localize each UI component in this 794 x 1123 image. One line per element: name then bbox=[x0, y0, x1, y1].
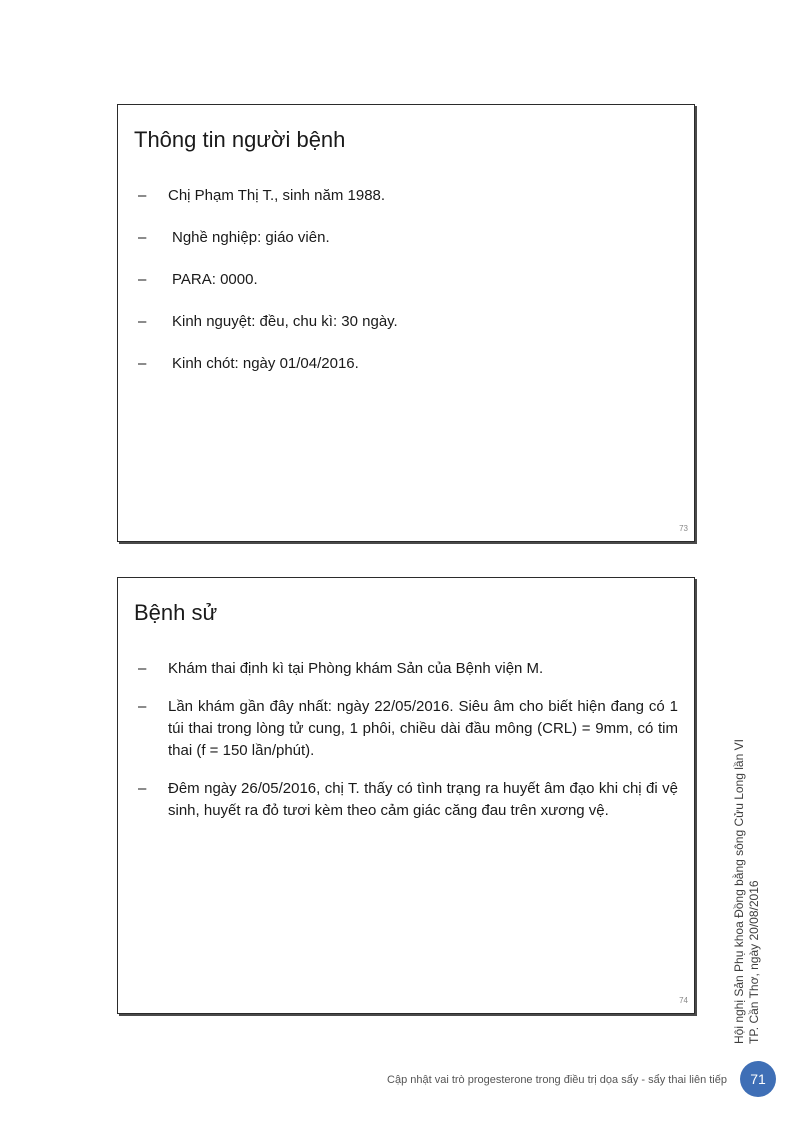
bullet-dash: – bbox=[138, 780, 147, 797]
bullet-text: Kinh nguyệt: đều, chu kì: 30 ngày. bbox=[172, 313, 398, 330]
page-number-badge: 71 bbox=[740, 1061, 776, 1097]
conference-sidebar bbox=[732, 739, 762, 1044]
list-item bbox=[134, 778, 678, 822]
bullet-text: Kinh chót: ngày 01/04/2016. bbox=[172, 355, 359, 372]
footer-title: Cập nhật vai trò progesterone trong điều trị dọa sẩy - sẩy thai liên tiếp bbox=[387, 1074, 727, 1086]
slide-patient-info bbox=[117, 104, 695, 542]
list-item bbox=[134, 696, 678, 762]
bullet-dash: – bbox=[138, 271, 147, 288]
bullet-dash: – bbox=[138, 698, 147, 715]
list-item bbox=[134, 658, 678, 680]
list-item bbox=[134, 269, 678, 291]
conference-location-date: TP. Cần Thơ, ngày 20/08/2016 bbox=[747, 880, 761, 1044]
list-item bbox=[134, 185, 678, 207]
slide-number: 74 bbox=[679, 996, 688, 1005]
conference-name: Hội nghị Sản Phụ khoa Đồng bằng sông Cửu Long lần VI bbox=[732, 739, 746, 1044]
bullet-dash: – bbox=[138, 660, 147, 677]
bullet-text: Lần khám gần đây nhất: ngày 22/05/2016. Siêu âm cho biết hiện đang có 1 túi thai trong lòng tử cung, 1 phôi, chiều dài đầu mông (CRL) = 9mm, có tim thai (f = 150 lần/phút). bbox=[168, 698, 678, 759]
slide-title: Bệnh sử bbox=[134, 600, 218, 625]
bullet-dash: – bbox=[138, 313, 147, 330]
bullet-text: Nghề nghiệp: giáo viên. bbox=[172, 229, 330, 246]
list-item bbox=[134, 311, 678, 333]
bullet-text: Chị Phạm Thị T., sinh năm 1988. bbox=[168, 187, 386, 204]
bullet-dash: – bbox=[138, 229, 147, 246]
bullet-list bbox=[134, 185, 678, 395]
list-item bbox=[134, 227, 678, 249]
bullet-text: PARA: 0000. bbox=[172, 271, 258, 288]
bullet-text: Đêm ngày 26/05/2016, chị T. thấy có tình trạng ra huyết âm đạo khi chị đi vệ sinh, huyết ra đỏ tươi kèm theo cảm giác căng đau trên xương vệ. bbox=[168, 780, 678, 819]
slide-title: Thông tin người bệnh bbox=[134, 127, 346, 152]
bullet-list bbox=[134, 658, 678, 838]
bullet-text: Khám thai định kì tại Phòng khám Sản của Bệnh viện M. bbox=[168, 660, 544, 677]
bullet-dash: – bbox=[138, 355, 147, 372]
slide-medical-history bbox=[117, 577, 695, 1014]
slide-number: 73 bbox=[679, 524, 688, 533]
bullet-dash: – bbox=[138, 187, 147, 204]
list-item bbox=[134, 353, 678, 375]
